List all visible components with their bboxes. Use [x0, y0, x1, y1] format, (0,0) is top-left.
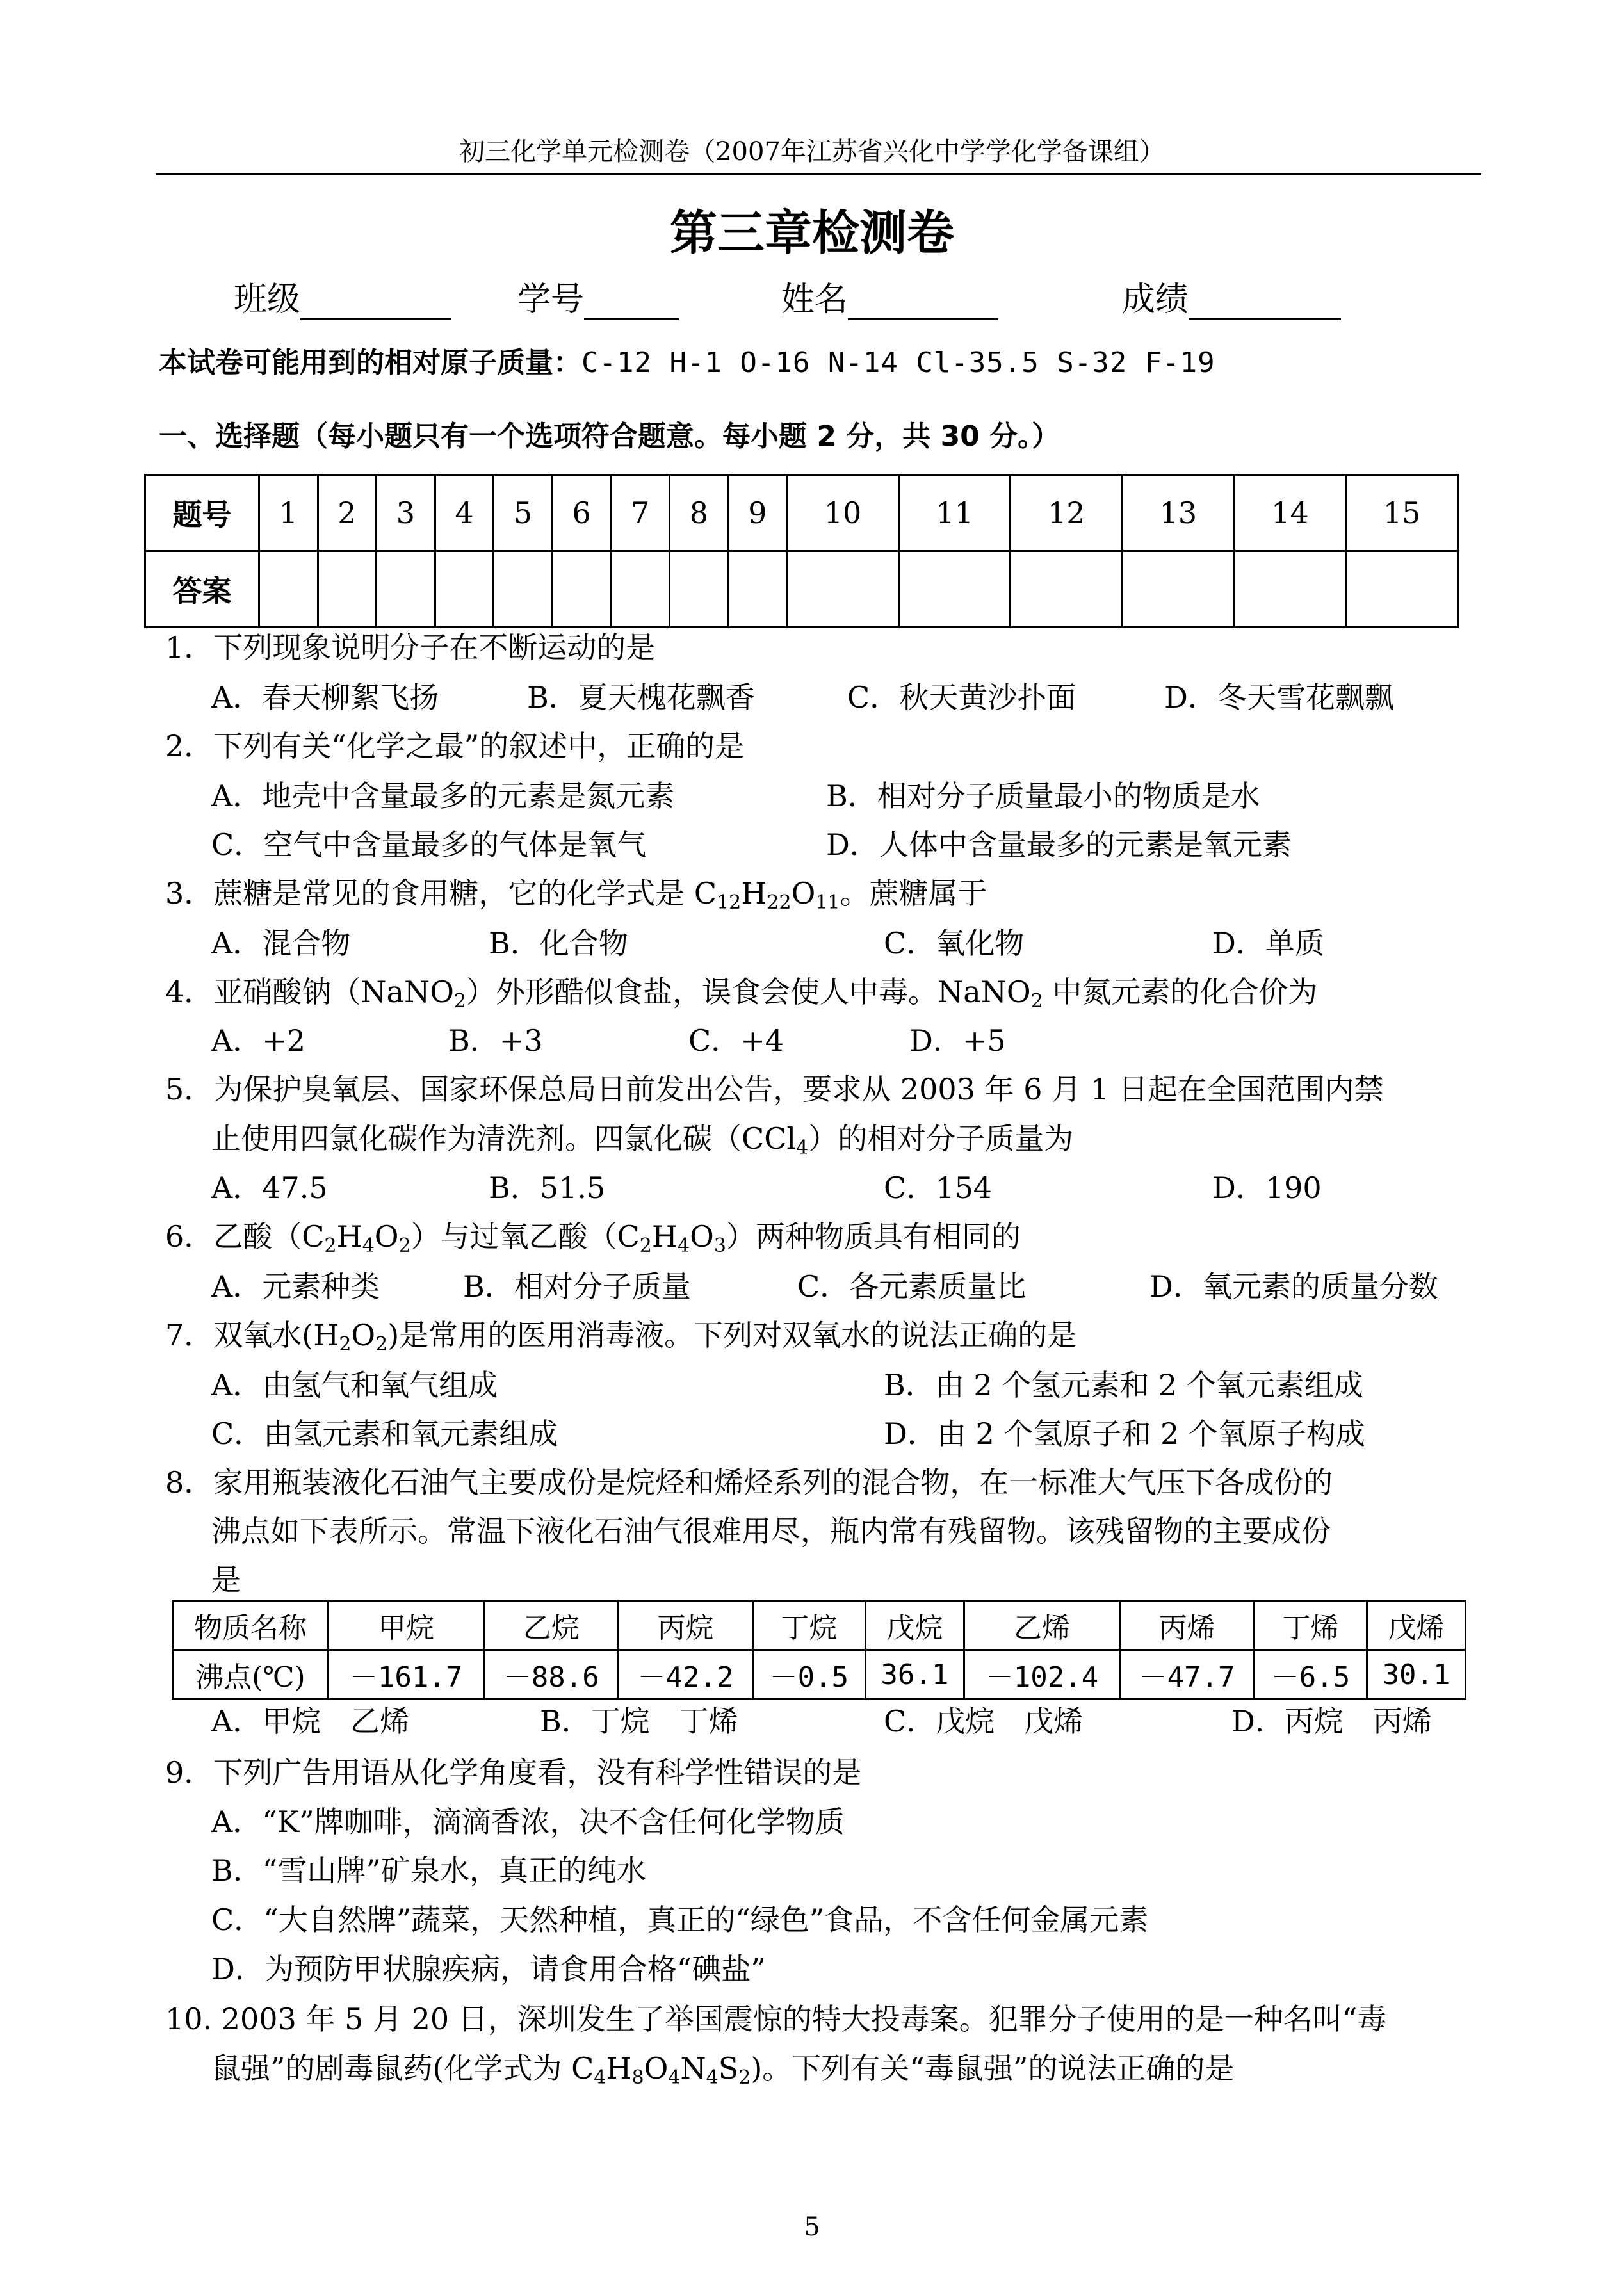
question-8-option-c: C．戊烷 戊烯: [884, 1704, 1084, 1739]
question-9-option-b: B．“雪山牌”矿泉水，真正的纯水: [211, 1853, 646, 1888]
question-7-option-a: A．由氢气和氧气组成: [211, 1368, 498, 1402]
name-field[interactable]: [781, 272, 998, 320]
question-9-option-d: D．为预防甲状腺疾病，请食用合格“碘盐”: [211, 1952, 766, 1986]
answer-cell[interactable]: [670, 551, 729, 628]
answer-cell[interactable]: [611, 551, 670, 628]
question-8-option-a: A．甲烷 乙烯: [211, 1704, 410, 1739]
answer-number: 2: [318, 475, 377, 551]
question-3-option-a: A．混合物: [211, 926, 351, 961]
page-title: 第三章检测卷: [670, 206, 954, 261]
answer-table-number-label: 题号: [145, 475, 259, 551]
answer-cell[interactable]: [377, 551, 435, 628]
boiling-point-value: －6.5: [1255, 1650, 1367, 1699]
answer-number: 13: [1123, 475, 1235, 551]
student-id-blank[interactable]: [584, 283, 679, 320]
question-7-option-d: D．由 2 个氢原子和 2 个氧原子构成: [884, 1416, 1365, 1451]
boiling-point-value: －0.5: [752, 1650, 865, 1699]
question-2-option-b: B．相对分子质量最小的物质是水: [826, 779, 1260, 813]
answer-number: 6: [552, 475, 611, 551]
question-8-option-d: D．丙烷 丙烯: [1231, 1704, 1432, 1739]
question-6-option-a: A．元素种类: [211, 1269, 380, 1304]
question-10-stem-end: )。下列有关“毒鼠强”的说法正确的是: [751, 2051, 1235, 2086]
answer-cell[interactable]: [259, 551, 318, 628]
question-1-option-b: B．夏天槐花飘香: [527, 680, 755, 715]
answer-cell[interactable]: [1234, 551, 1346, 628]
question-6-option-b: B．相对分子质量: [463, 1269, 691, 1304]
substance-name: 丁烷: [752, 1601, 865, 1650]
answer-cell[interactable]: [898, 551, 1011, 628]
answer-cell[interactable]: [728, 551, 787, 628]
answer-number: 9: [728, 475, 787, 551]
score-label: 成绩: [1122, 280, 1189, 319]
answer-cell[interactable]: [1346, 551, 1458, 628]
score-field[interactable]: [1122, 272, 1341, 320]
question-7-stem-text: 7．双氧水(H: [165, 1318, 339, 1352]
boiling-point-row-label: 沸点(℃): [173, 1650, 329, 1699]
page-number: 5: [804, 2212, 820, 2242]
question-7-stem-end: )是常用的医用消毒液。下列对双氧水的说法正确的是: [387, 1318, 1077, 1352]
boiling-point-value: 36.1: [865, 1650, 964, 1699]
substance-name: 丙烯: [1120, 1601, 1255, 1650]
name-blank[interactable]: [848, 283, 998, 320]
question-4-stem-end: 中氮元素的化合价为: [1043, 975, 1318, 1009]
question-5-stem-end: ）的相对分子质量为: [808, 1121, 1074, 1156]
boiling-point-table: [172, 1600, 1466, 1700]
question-1-stem: 1．下列现象说明分子在不断运动的是: [165, 630, 656, 665]
answer-number: 8: [670, 475, 729, 551]
question-10-stem-line2: 鼠强”的剧毒鼠药(化学式为 $C_4H_8O_4N_4S_2$)。下列有关“毒鼠强”的说法正确的是: [211, 2051, 1235, 2089]
atomic-mass-label: 本试卷可能用到的相对原子质量：: [159, 346, 581, 379]
student-info-row: [0, 272, 1624, 323]
answer-number: 4: [435, 475, 494, 551]
question-5-stem-text: 止使用四氯化碳作为清洗剂。四氯化碳（CCl: [211, 1121, 797, 1156]
question-8-stem-line2: 沸点如下表所示。常温下液化石油气很难用尽，瓶内常有残留物。该残留物的主要成份: [211, 1514, 1331, 1548]
question-9-stem: 9．下列广告用语从化学角度看，没有科学性错误的是: [165, 1755, 862, 1790]
atomic-mass-line: [159, 339, 1215, 380]
question-5-option-b: B．51.5: [489, 1171, 606, 1205]
boiling-point-value: －47.7: [1120, 1650, 1255, 1699]
question-6-stem-end: ）两种物质具有相同的: [726, 1219, 1021, 1254]
question-3-stem-end: 。蔗糖属于: [840, 876, 987, 911]
boiling-point-value: －161.7: [328, 1650, 483, 1699]
answer-number: 12: [1011, 475, 1123, 551]
question-7-option-c: C．由氢元素和氧元素组成: [211, 1416, 558, 1451]
question-6-stem-mid: ）与过氧乙酸（C: [410, 1219, 640, 1254]
header-rule: [156, 173, 1481, 175]
score-blank[interactable]: [1189, 283, 1341, 320]
question-4-option-c: C．+4: [688, 1023, 784, 1058]
answer-table-answer-label: 答案: [145, 551, 259, 628]
answer-cell[interactable]: [1011, 551, 1123, 628]
page-header: 初三化学单元检测卷（2007年江苏省兴化中学学化学备课组）: [459, 137, 1165, 166]
substance-name: 戊烷: [865, 1601, 964, 1650]
answer-number: 5: [494, 475, 553, 551]
question-4-option-b: B．+3: [448, 1023, 543, 1058]
question-4-stem-mid: ）外形酷似食盐，误食会使人中毒。NaNO: [466, 975, 1031, 1009]
answer-table-number-row: [145, 475, 1458, 551]
substance-name: 甲烷: [328, 1601, 483, 1650]
atomic-mass-values: C-12 H-1 O-16 N-14 Cl-35.5 S-32 F-19: [581, 346, 1215, 379]
answer-number: 14: [1234, 475, 1346, 551]
answer-cell[interactable]: [552, 551, 611, 628]
substance-name: 乙烷: [484, 1601, 619, 1650]
question-8-option-b: B．丁烷 丁烯: [540, 1704, 738, 1739]
answer-cell[interactable]: [494, 551, 553, 628]
question-9-option-a: A．“K”牌咖啡，滴滴香浓，决不含任何化学物质: [211, 1804, 845, 1839]
question-5-option-d: D．190: [1212, 1171, 1322, 1205]
section-heading: 一、选择题（每小题只有一个选项符合题意。每小题 2 分，共 30 分。）: [159, 420, 1060, 453]
question-6-option-c: C．各元素质量比: [797, 1269, 1027, 1304]
question-5-option-a: A．47.5: [211, 1171, 328, 1205]
question-2-option-c: C．空气中含量最多的气体是氧气: [211, 827, 647, 862]
answer-number: 1: [259, 475, 318, 551]
boiling-point-name-row: [173, 1601, 1466, 1650]
class-blank[interactable]: [300, 283, 451, 320]
question-7-stem: 7．双氧水$(H_2O_2)$是常用的医用消毒液。下列对双氧水的说法正确的是: [165, 1318, 1077, 1356]
boiling-point-value: －102.4: [964, 1650, 1119, 1699]
boiling-point-header-label: 物质名称: [173, 1601, 329, 1650]
question-1-option-c: C．秋天黄沙扑面: [847, 680, 1076, 715]
question-4-option-d: D．+5: [909, 1023, 1006, 1058]
question-3-stem-text: 3．蔗糖是常见的食用糖，它的化学式是 C: [165, 876, 717, 911]
class-label: 班级: [234, 280, 301, 319]
class-field[interactable]: [234, 272, 451, 320]
boiling-point-value: 30.1: [1367, 1650, 1466, 1699]
question-5-stem-line1: 5．为保护臭氧层、国家环保总局日前发出公告，要求从 2003 年 6 月 1 日起在全国范围内禁: [165, 1072, 1384, 1107]
answer-cell[interactable]: [318, 551, 377, 628]
question-4-option-a: A．+2: [211, 1023, 306, 1058]
question-10-stem-line1: 10. 2003 年 5 月 20 日，深圳发生了举国震惊的特大投毒案。犯罪分子使用的是一种名叫“毒: [165, 2002, 1387, 2036]
question-8-stem-line3: 是: [211, 1562, 241, 1597]
question-10-stem-text: 鼠强”的剧毒鼠药(化学式为 C: [211, 2051, 594, 2086]
substance-name: 丙烷: [619, 1601, 753, 1650]
student-id-field[interactable]: [517, 272, 679, 320]
question-4-stem-text: 4．亚硝酸钠（NaNO: [165, 975, 454, 1009]
question-3-option-b: B．化合物: [489, 926, 628, 961]
question-4-stem: 4．亚硝酸钠（NaNO$_2$）外形酷似食盐，误食会使人中毒。NaNO$_2$ 中氮元素的化合价为: [165, 975, 1318, 1012]
substance-name: 丁烯: [1255, 1601, 1367, 1650]
question-6-option-d: D．氧元素的质量分数: [1149, 1269, 1438, 1304]
answer-cell[interactable]: [1123, 551, 1235, 628]
question-3-option-c: C．氧化物: [884, 926, 1025, 961]
question-3-stem: 3．蔗糖是常见的食用糖，它的化学式是 $C_{12}H_{22}O_{11}$。蔗糖属于: [165, 876, 987, 914]
answer-table-answer-row: [145, 551, 1458, 628]
question-5-stem-line2: 止使用四氯化碳作为清洗剂。四氯化碳（CCl$_4$）的相对分子质量为: [211, 1121, 1074, 1159]
answer-cell[interactable]: [787, 551, 899, 628]
question-6-stem-text: 6．乙酸（C: [165, 1219, 325, 1254]
question-1-option-d: D．冬天雪花飘飘: [1164, 680, 1394, 715]
answer-number: 15: [1346, 475, 1458, 551]
question-8-stem-line1: 8．家用瓶装液化石油气主要成份是烷烃和烯烃系列的混合物，在一标准大气压下各成份的: [165, 1465, 1333, 1500]
student-id-label: 学号: [517, 280, 585, 319]
boiling-point-value: －42.2: [619, 1650, 753, 1699]
question-2-option-d: D．人体中含量最多的元素是氧元素: [826, 827, 1292, 862]
question-6-stem: 6．乙酸$(C_2H_4O_2)$与过氧乙酸$(C_2H_4O_3)$两种物质具有相同的: [165, 1219, 1021, 1257]
question-1-option-a: A．春天柳絮飞扬: [211, 680, 439, 715]
answer-number: 11: [898, 475, 1011, 551]
question-9-option-c: C．“大自然牌”蔬菜，天然种植，真正的“绿色”食品，不含任何金属元素: [211, 1902, 1149, 1937]
question-5-option-c: C．154: [884, 1171, 992, 1205]
answer-number: 10: [787, 475, 899, 551]
substance-name: 戊烯: [1367, 1601, 1466, 1650]
question-7-option-b: B．由 2 个氢元素和 2 个氧元素组成: [884, 1368, 1363, 1402]
question-2-option-a: A．地壳中含量最多的元素是氮元素: [211, 779, 675, 813]
answer-cell[interactable]: [435, 551, 494, 628]
answer-number: 7: [611, 475, 670, 551]
name-label: 姓名: [781, 280, 849, 319]
boiling-point-value-row: [173, 1650, 1466, 1699]
substance-name: 乙烯: [964, 1601, 1119, 1650]
answer-table: [144, 474, 1459, 628]
answer-number: 3: [377, 475, 435, 551]
question-2-stem: 2．下列有关“化学之最”的叙述中，正确的是: [165, 729, 745, 763]
question-3-option-d: D．单质: [1212, 926, 1324, 961]
boiling-point-value: －88.6: [484, 1650, 619, 1699]
